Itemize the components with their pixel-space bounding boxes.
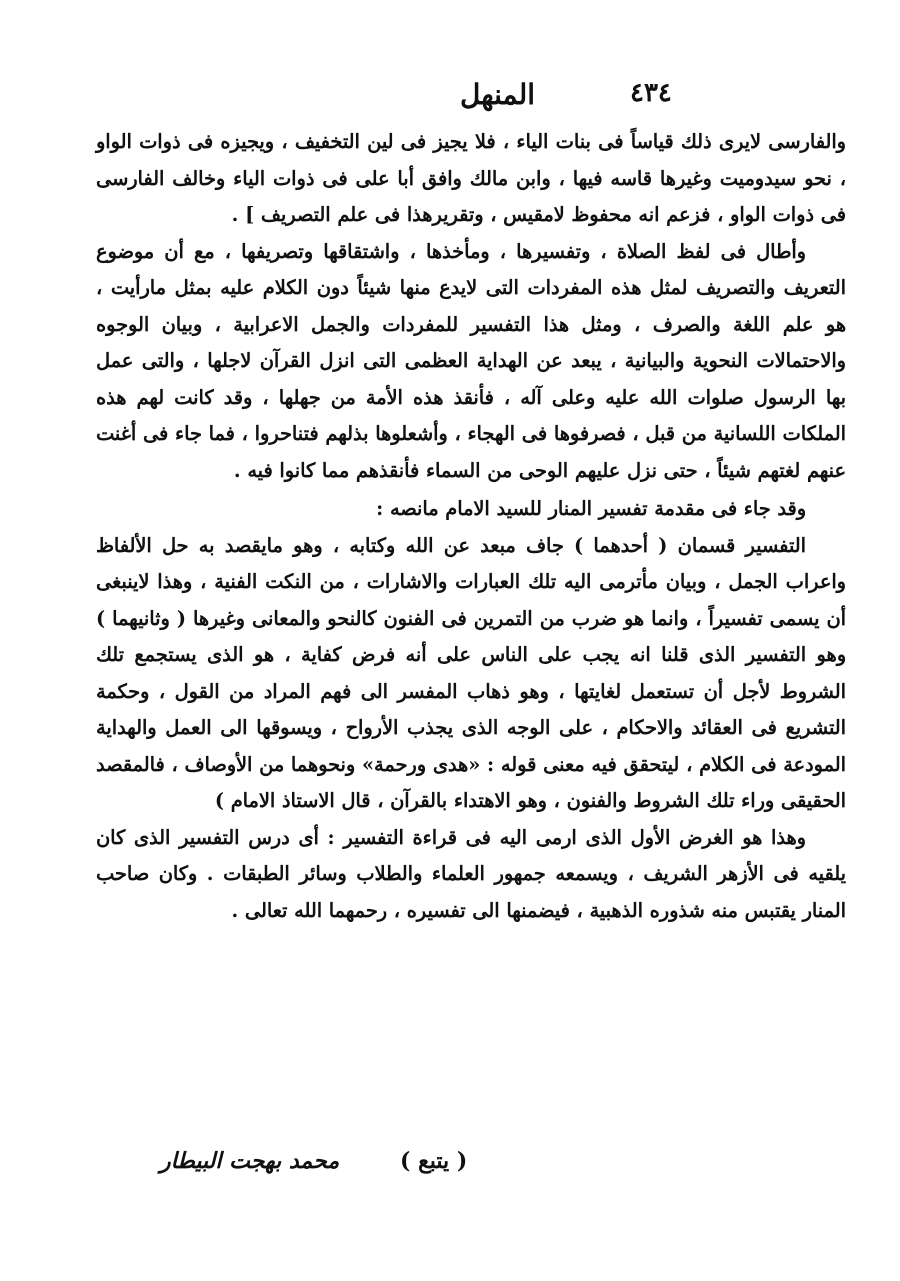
footer <box>160 1148 760 1188</box>
author-signature: محمد بهجت البيطار <box>160 1148 340 1174</box>
paragraph-morphology-note: والفارسى لايرى ذلك قياساً فى بنات الياء ، فلا يجيز فى لين التخفيف ، ويجيزه فى ذوات الواو ، نحو سيدوميت وغيرها قاسه فيها ، وابن مالك وافق أبا على فى ذوات الياء وخالف الفارسى فى ذوات الواو ، فزعم انه محفوظ لامقيس ، وتقريرهذا فى علم التصريف ] . <box>96 130 846 226</box>
continued-label: ( يتبع ) <box>400 1148 468 1174</box>
paragraph-conclusion: وهذا هو الغرض الأول الذى ارمى اليه فى قراءة التفسير : أى درس التفسير الذى كان يلقيه فى الأزهر الشريف ، ويسمعه جمهور العلماء والطلاب وسائر الطبقات . وكان صاحب المنار يقتبس منه شذوره الذهبية ، فيضمنها الى تفسيره ، رحمهما الله تعالى . <box>96 825 846 922</box>
journal-title: المنهل <box>460 78 536 111</box>
page-header <box>100 78 800 118</box>
paragraph-quote-intro: وقد جاء فى مقدمة تفسير المنار للسيد الامام مانصه : <box>376 497 806 520</box>
article-body <box>96 124 846 929</box>
page-number: ٤٣٤ <box>630 78 672 108</box>
paragraph-tafsir-quote: التفسير قسمان ( أحدهما ) جاف مبعد عن الله وكتابه ، وهو مايقصد به حل الألفاظ واعراب الجمل ، وبيان مأترمى اليه تلك العبارات والاشارات ، من النكت الفنية ، وهذا لاينبغى أن يسمى تفسيراً ، وانما هو ضرب من التمرين فى الفنون كالنحو والمعانى وغيرها ( وثانيهما ) وهو التفسير الذى قلنا انه يجب على الناس على أنه فرض كفاية ، هو الذى يستجمع تلك الشروط لأجل أن تستعمل لغايتها ، وهو ذهاب المفسر الى فهم المراد من القول ، وحكمة التشريع فى العقائد والاحكام ، على الوجه الذى يجذب الأرواح ، ويسوقها الى العمل والهداية المودعة فى الكلام ، ليتحقق فيه معنى قوله : «هدى ورحمة» ونحوهما من الأوصاف ، فالمقصد الحقيقى وراء تلك الشروط والفنون ، وهو الاهتداء بالقرآن ، قال الاستاذ الامام ) <box>96 533 846 812</box>
paragraph-salat-discussion: وأطال فى لفظ الصلاة ، وتفسيرها ، ومأخذها ، واشتقاقها وتصريفها ، مع أن موضوع التعريف والتصريف لمثل هذه المفردات التى لايدع منها شيئاً دون الكلام عليه بمثل مارأيت ، هو علم اللغة والصرف ، ومثل هذا التفسير للمفردات والجمل الاعرابية ، وبيان الوجوه والاحتمالات النحوية والبيانية ، يبعد عن الهداية العظمى التى انزل القرآن لاجلها ، والتى عمل بها الرسول صلوات الله عليه وعلى آله ، فأنقذ هذه الأمة من جهلها ، وقد كانت لهم هذه الملكات اللسانية من قبل ، فصرفوها فى الهجاء ، وأشعلوها بذلهم فتناحروا ، فما جاء فى أغنت عنهم لغتهم شيئاً ، حتى نزل عليهم الوحى من السماء فأنقذهم مما كانوا فيه . <box>96 239 847 482</box>
